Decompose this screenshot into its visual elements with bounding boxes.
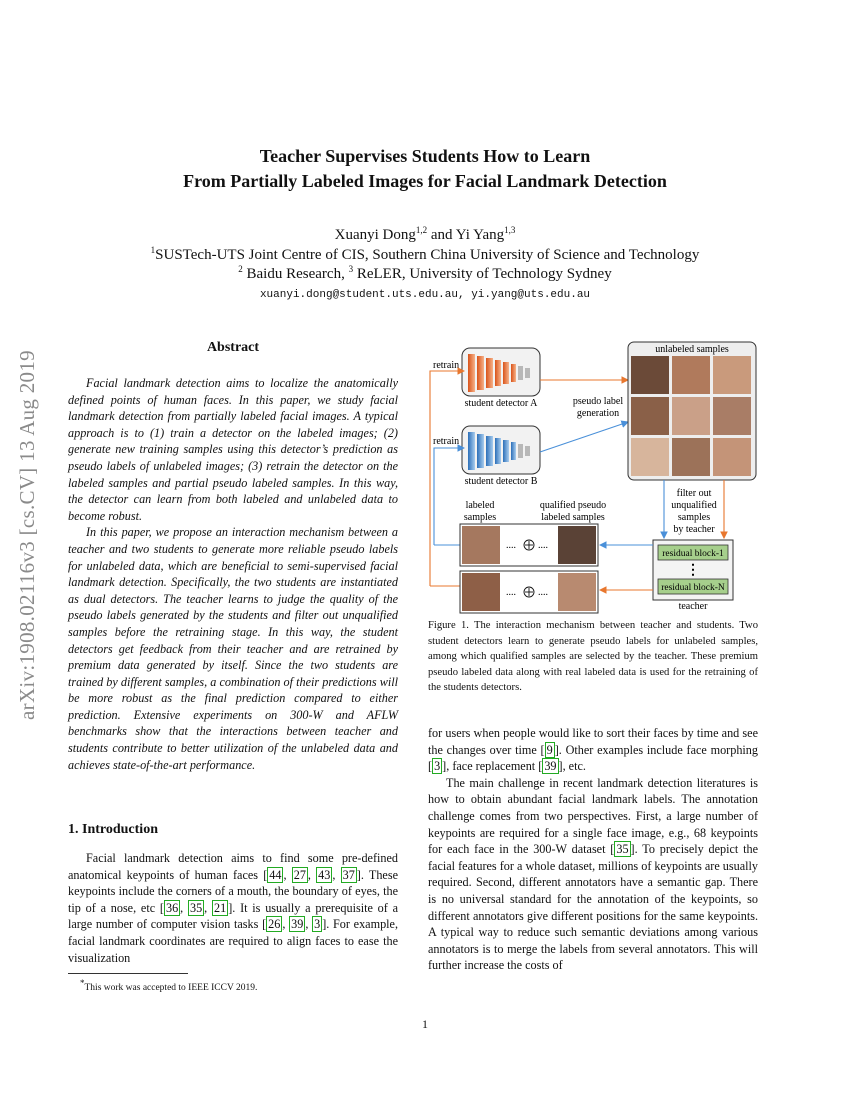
title-line-2: From Partially Labeled Images for Facial Landmark Detection — [183, 171, 667, 191]
filter-line3: samples — [677, 512, 711, 523]
right-column-body — [428, 725, 758, 974]
aff2-text: Baidu Research, — [242, 266, 349, 282]
citation[interactable]: 35 — [616, 842, 629, 857]
arxiv-stamp: arXiv:1908.02116v3 [cs.CV] 13 Aug 2019 — [15, 350, 39, 720]
author-line — [60, 225, 790, 244]
citation[interactable]: 27 — [293, 867, 306, 882]
teacher-label: teacher — [678, 601, 708, 612]
affiliation-1 — [60, 245, 790, 264]
citation[interactable]: 44 — [269, 867, 282, 882]
intro-text-b: . These keypoints include the corners of a mouth, the boundary of eyes, the tip of a nose, etc — [68, 867, 398, 915]
author-2: Yi Yang — [455, 227, 505, 243]
right-text-e: The main challenge in recent landmark detection literatures is how to obtain abundant facial landmark labels. The annotation challenge comes from two perspectives. First, a large number of keypoints are required for a single face image, e.g., 68 keypoints for each face in the 300-W dataset — [428, 775, 758, 857]
right-p1: for users when people would like to sort their faces by time and see the changes over time [ 9 ]. Other examples include face morphing [ 3 ], face replacement [ 39 ], etc. — [428, 726, 758, 774]
abstract-p1: Facial landmark detection aims to localize the anatomically defined points of human faces. In this paper, we study facial landmark detection from partially labeled facial images. A typical approach is to (1) train a detector on the labeled images; (2) generate new training samples using this detector’s prediction as pseudo labels of unlabeled images; (3) retrain the detector on the labeled samples and partial pseudo labeled samples. In this way, the detector can learn from both labeled and unlabeled data to become robust. — [68, 376, 398, 523]
intro-text-a: Facial landmark detection aims to find some pre-defined anatomical keypoints of human faces — [68, 851, 398, 882]
citation[interactable]: 26 — [268, 917, 281, 932]
qualified-line1: qualified pseudo — [539, 500, 607, 511]
right-text-d: , etc. — [562, 759, 586, 774]
student-b-label: student detector B — [464, 476, 538, 487]
qualified-line2: labeled samples — [541, 512, 605, 523]
aff1-sup: 1 — [150, 245, 156, 255]
footnote — [80, 978, 257, 993]
unlabeled-label: unlabeled samples — [655, 344, 729, 355]
figure-diagram — [428, 340, 758, 615]
citation[interactable]: 37 — [342, 867, 355, 882]
retrain-label-b: retrain — [433, 436, 460, 447]
pseudo-face-a — [558, 573, 596, 611]
author-1: Xuanyi Dong — [334, 227, 416, 243]
aff2-sup: 2 — [238, 264, 243, 274]
student-a-label: student detector A — [464, 398, 538, 409]
intro-text-c: . It is usually a prerequisite of a large number of computer vision tasks — [68, 900, 399, 932]
pseudo-arrow-b — [540, 422, 628, 452]
dots-b1: .... — [506, 540, 516, 551]
teacher-ellipsis: ⋮ — [686, 563, 700, 578]
aff3-sup: 3 — [348, 264, 354, 274]
citation[interactable]: 3 — [314, 917, 321, 932]
intro-heading: 1. Introduction — [68, 822, 158, 837]
title-line-1: Teacher Supervises Students How to Learn — [259, 146, 591, 166]
filter-line4: by teacher — [673, 524, 715, 535]
email-line — [60, 289, 790, 301]
filter-line2: unqualified — [671, 500, 717, 511]
dots-b2: .... — [538, 540, 548, 551]
footnote-mark: * — [80, 978, 85, 988]
citation[interactable]: 9 — [546, 742, 553, 757]
abstract-heading: Abstract — [206, 340, 260, 355]
aff3-text: ReLER, University of Technology Sydney — [353, 266, 612, 282]
email-sep: , — [458, 289, 472, 301]
labeled-line2: samples — [463, 512, 497, 523]
aff1-text: SUSTech-UTS Joint Centre of CIS, Southern China University of Science and Technology — [155, 247, 700, 263]
residual-block-n-label: residual block-N — [661, 583, 725, 593]
intro-body — [68, 850, 398, 966]
filter-line1: filter out — [676, 488, 712, 499]
right-text-c: , face replacement — [446, 759, 539, 774]
unlabeled-face-grid — [631, 356, 751, 476]
citation[interactable]: 21 — [214, 900, 227, 915]
intro-p1: Facial landmark detection aims to find some pre-defined anatomical keypoints of human faces [ 44 , 27 , 43 , 37 ]. These keypoints include the corners of a mouth, the boundary of eyes, the tip of a nose, etc [ 36 , 35 , 21 ]. It is usually a prerequisite of a large number of computer vision tasks [ 26 , 39 , 3 ]. For example, facial landmark coordinates are required to align faces to ease the visualization — [68, 851, 399, 965]
abstract-p2: In this paper, we propose an interaction mechanism between a teacher and two students to generate more reliable pseudo labels for unlabeled data, which are beneficial to semi-supervised facial landmark detection. Specifically, the two students are instantiated as dual detectors. The teacher learns to judge the quality of the pseudo labels generated by the students and filter out unqualified samples before the retraining stage. In this way, the student detectors get feedback from their teacher and are retrained by premium data generated by itself. Since the two students are trained by different samples, a combination of their predictions will be more robust as the final prediction compared to either prediction. Extensive experiments on 300-W and AFLW benchmarks show that the interactions between teacher and students contribute to better utilization of the unlabeled data and achieves state-of-the-art performance. — [68, 525, 398, 772]
right-text-f: . To precisely depict the facial features for a whole dataset, millions of keypoints are usually required. Second, different annotators have a semantic gap. There is no universal standard for the annotation of the keypoints, so different annotators give different positions for the same keypoints. A typical way to reduce such semantic deviations among various annotators is to merge the labels from several annotators. This will further increase the costs of — [428, 842, 759, 973]
pseudo-label-line2: generation — [576, 408, 620, 419]
right-p2: The main challenge in recent landmark detection literatures is how to obtain abundant facial landmark labels. The annotation challenge comes from two perspectives. First, a large number of keypoints are required for a single face image, e.g., 68 keypoints for each face in the 300-W dataset [ 35 ]. To precisely depict the facial features for a whole dataset, millions of keypoints are usually required. Second, different annotators have a semantic gap. There is no universal standard for the annotation of the keypoints, so different annotators give different positions for the same keypoints. A typical way to reduce such semantic deviations among various annotators is to merge the labels from several annotators. This will further increase the costs of — [428, 775, 759, 973]
author-2-affil: 1,3 — [504, 225, 516, 235]
dots-a1: .... — [506, 587, 516, 598]
citation[interactable]: 39 — [291, 917, 304, 932]
email-2[interactable]: yi.yang@uts.edu.au — [471, 289, 591, 301]
page-number: 1 — [422, 1017, 428, 1031]
author-1-affil: 1,2 — [415, 225, 428, 235]
author-and: and — [427, 227, 456, 243]
email-1[interactable]: xuanyi.dong@student.uts.edu.au — [259, 289, 458, 301]
citation[interactable]: 36 — [165, 900, 179, 915]
citation[interactable]: 39 — [544, 759, 557, 774]
figure-caption: Figure 1. The interaction mechanism between teacher and students. Two student detectors learn to generate pseudo labels for unlabeled samples, among which qualified samples are selected by the teacher. These premium pseudo labeled data along with real labeled data is used for the retraining of the students detectors. — [428, 620, 758, 694]
labeled-line1: labeled — [465, 500, 495, 511]
footnote-rule — [68, 973, 188, 974]
labeled-face-a — [462, 573, 500, 611]
citation[interactable]: 3 — [434, 759, 441, 774]
citation[interactable]: 43 — [318, 867, 331, 882]
figure-1 — [428, 340, 758, 615]
residual-block-1-label: residual block-1 — [662, 549, 724, 559]
pseudo-face-b — [558, 526, 596, 564]
footnote-text: This work was accepted to IEEE ICCV 2019. — [84, 983, 258, 994]
retrain-label-a: retrain — [433, 360, 460, 371]
right-text-a: for users when people would like to sort their faces by time and see the changes over time — [428, 726, 758, 757]
citation[interactable]: 35 — [189, 900, 203, 915]
affiliation-2 — [60, 264, 790, 283]
abstract-body — [68, 375, 398, 773]
pseudo-label-line1: pseudo label — [572, 396, 624, 407]
labeled-face-b — [462, 526, 500, 564]
right-text-b: . Other examples include face morphing — [558, 742, 758, 757]
dots-a2: .... — [538, 587, 548, 598]
intro-text-d: . For example, facial landmark coordinates are required to align faces to ease the visualization — [68, 917, 399, 965]
retrain-arrow-a — [430, 371, 464, 586]
